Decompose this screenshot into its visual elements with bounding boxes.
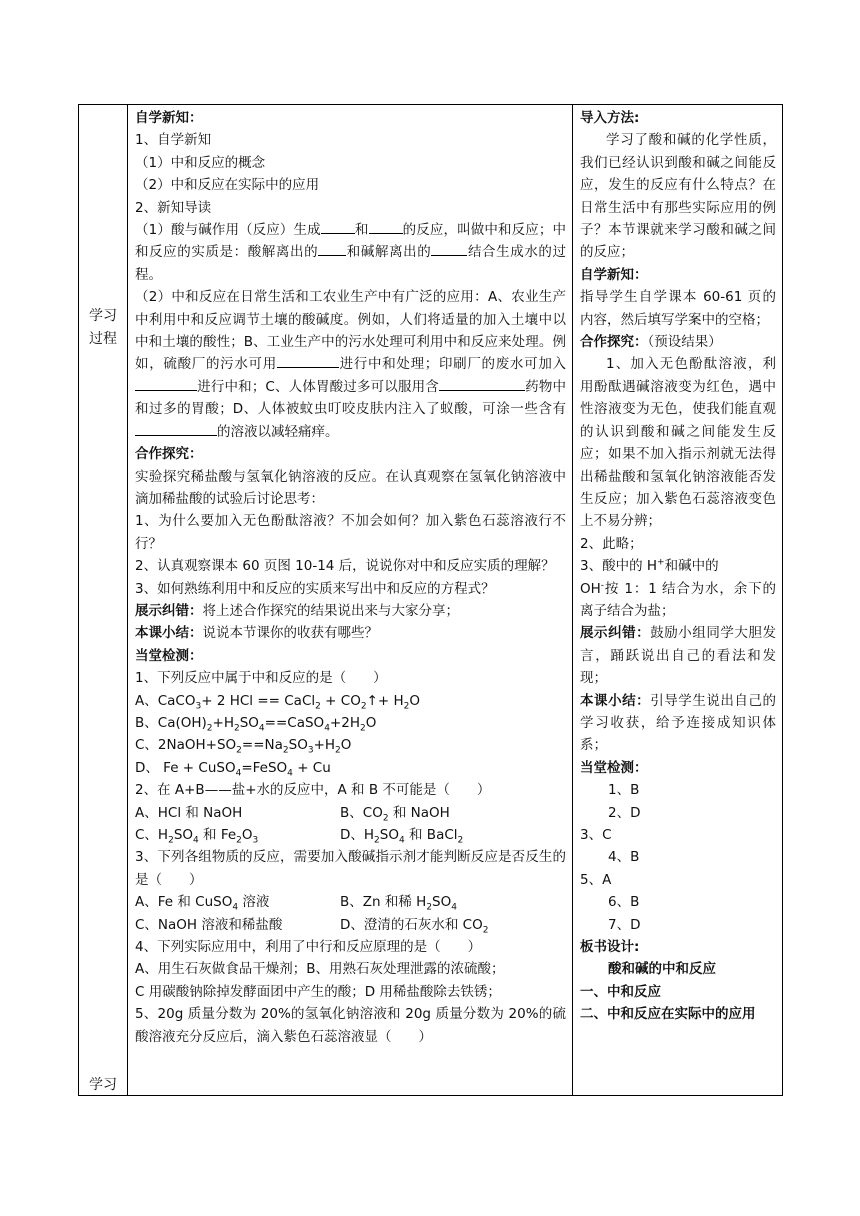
answer-item: 6、B [608, 894, 640, 911]
blank[interactable] [369, 219, 403, 234]
section-display: 展示纠错：将上述合作探究的结果说出来与大家分享； [135, 602, 459, 619]
section-summary: 本课小结：说说本节课你的收获有哪些？ [135, 625, 378, 642]
test-question-1: 1、下列反应中属于中和反应的是（ ） [135, 670, 387, 687]
blank[interactable] [431, 241, 467, 256]
question: 1、为什么要加入无色酚酞溶液？不加会如何？加入紫色石蕊溶液行不行？ [135, 513, 566, 552]
stage-label-continued: 学习 [89, 1077, 117, 1093]
section-cooperative-title: 合作探究： [135, 446, 203, 463]
test-question-4: 4、下列实际应用中，利用了中行和反应原理的是（ ） [135, 939, 482, 956]
text-line: （1）中和反应的概念 [135, 154, 266, 171]
blank[interactable] [439, 376, 525, 391]
text-paragraph: 实验探究稀盐酸与氢氧化钠溶液的反应。在认真观察在氢氧化钠溶液中滴加稀盐酸的试验后讨论思考： [135, 468, 566, 507]
section-self-study-title: 自学新知： [135, 110, 203, 126]
stage-label-process: 学习 过程 [89, 308, 117, 347]
text-paragraph: 学习了酸和碱的化学性质，我们已经认识到酸和碱之间能反应，发生的反应有什么特点？在日常生活中有那些实际应用的例子？本节课就来学习酸和碱之间的反应； [580, 132, 776, 261]
section-display: 展示纠错：鼓励小组同学大胆发言，踊跃说出自己的看法和发现； [580, 625, 777, 687]
section-cooperative-title: 合作探究：（预设结果） [580, 334, 722, 351]
test-question-5: 5、20g 质量分数为 20%的氢氧化钠溶液和 20g 质量分数为 20%的硫酸溶液充分反应后，滴入紫色石蕊溶液显（ ） [135, 1006, 566, 1045]
question: 3、如何熟练利用中和反应的实质来写出中和反应的方程式？ [135, 580, 495, 597]
text-paragraph: 1、加入无色酚酞溶液，利用酚酞遇碱溶液变为红色，遇中性溶液变为无色，使我们能直观的认识到酸和碱之间能发生反应；如果不加入指示剂就无法得出稀盐酸和氢氧化钠溶液能否发生反应；加入紫色石蕊溶液变色上不易分辨； [580, 356, 776, 530]
option-c: C、$2NaOH+SO_2==Na_2SO_3+H_2O$ [135, 737, 352, 757]
board-item: 二、中和反应在实际中的应用 [580, 1006, 756, 1023]
blank[interactable] [277, 353, 339, 368]
blank[interactable] [135, 376, 197, 391]
answer-item: 2、D [608, 804, 641, 821]
option-d: D、 Fe + CuSO$_4$=FeSO$_4$ + Cu [135, 759, 331, 779]
section-intro-title: 导入方法: [580, 110, 640, 126]
options-row: C 用碳酸钠除掉发酵面团中产生的酸；D 用稀盐酸除去铁锈； [135, 983, 501, 1000]
answer-item: 3、C [580, 827, 612, 843]
question: 2、认真观察课本 60 页图 10-14 后，说说你对中和反应实质的理解？ [135, 558, 555, 575]
blank[interactable] [135, 421, 217, 436]
answer-item: 5、A [580, 871, 612, 888]
test-question-3: 3、下列各组物质的反应，需要加入酸碱指示剂才能判断反应是否反生的是（ ） [135, 849, 566, 888]
fill-blank-paragraph-1: （1）酸与碱作用（反应）生成 和 的反应，叫做中和反应；中和反应的实质是：酸解离出的 和碱解离出的 结合生成水的过程。 [135, 219, 566, 286]
section-self-study-title: 自学新知： [580, 266, 648, 283]
option-b: B、$Ca(OH)_2+H_2SO_4==CaSO_4+2H_2O$ [135, 714, 377, 734]
answer-item: 7、D [608, 916, 641, 933]
answer-item: 4、B [608, 849, 640, 866]
options-row: A、用生石灰做食品干燥剂；B、用熟石灰处理泄露的浓硫酸； [135, 961, 505, 978]
student-activities-column [128, 105, 573, 1096]
lesson-table [78, 104, 783, 1096]
lesson-plan-page [78, 104, 779, 1096]
options-row: C、NaOH 溶液和稀盐酸 D、澄清的石灰水和 $CO_2$ [135, 916, 489, 936]
text-paragraph: OH-按 1：1 结合为水，余下的离子结合为盐； [580, 580, 776, 619]
text-paragraph: 指导学生自学课本 60-61 页的内容，然后填写学案中的空格； [580, 289, 776, 328]
stage-column [79, 105, 128, 1096]
section-summary: 本课小结：引导学生说出自己的学习收获，给予连接成知识体系； [580, 692, 777, 754]
text-line: （2）中和反应在实际中的应用 [135, 177, 320, 194]
fill-blank-paragraph-2: （2）中和反应在日常生活和工农业生产中有广泛的应用：A、农业生产中利用中和反应调节土壤的酸碱度。例如，人们将适量的加入土壤中以中和土壤的酸性；B、工业生产中的污水处理可利用中和反应来处理。例如，硫酸厂的污水可用 进行中和处理；印刷厂的废水可加入进行中和；C、人体胃酸过多可以服用含 药物中和过多的胃酸；D、人体被蚊虫叮咬皮肤内注入了蚁酸，可涂一些含有的溶液以减轻痛痒。 [135, 289, 567, 440]
teacher-guidance-column [573, 105, 783, 1096]
text-line: 2、新知导读 [135, 199, 212, 216]
blank[interactable] [321, 219, 355, 234]
text-line: 3、酸中的 H+和碱中的 [580, 557, 719, 575]
section-test-title: 当堂检测： [580, 759, 648, 776]
section-test-title: 当堂检测： [135, 647, 203, 664]
board-item: 一、中和反应 [580, 983, 661, 1000]
answer-item: 1、B [608, 782, 640, 799]
blank[interactable] [318, 241, 346, 256]
text-line: 1、自学新知 [135, 132, 212, 149]
options-row: C、$H_2SO_4$ 和 $Fe_2O_3$ D、$H_2SO_4$ 和 BaCl$_2$ [135, 827, 464, 846]
section-board-title: 板书设计: [580, 939, 640, 956]
option-a: A、CaCO$_3$+ 2 HCl == CaCl$_2$ + $CO_2↑+ H_2O$ [135, 692, 421, 712]
test-question-2: 2、在 A+B——盐+水的反应中，A 和 B 不可能是（ ） [135, 782, 491, 799]
text-line: 2、此略； [580, 535, 643, 552]
board-heading: 酸和碱的中和反应 [608, 961, 716, 978]
options-row: A、HCl 和 NaOH B、$CO_2$ 和 NaOH [135, 804, 450, 824]
options-row: A、Fe 和 CuSO$_4$ 溶液 B、Zn 和稀 $H_2SO_4$ [135, 894, 457, 913]
